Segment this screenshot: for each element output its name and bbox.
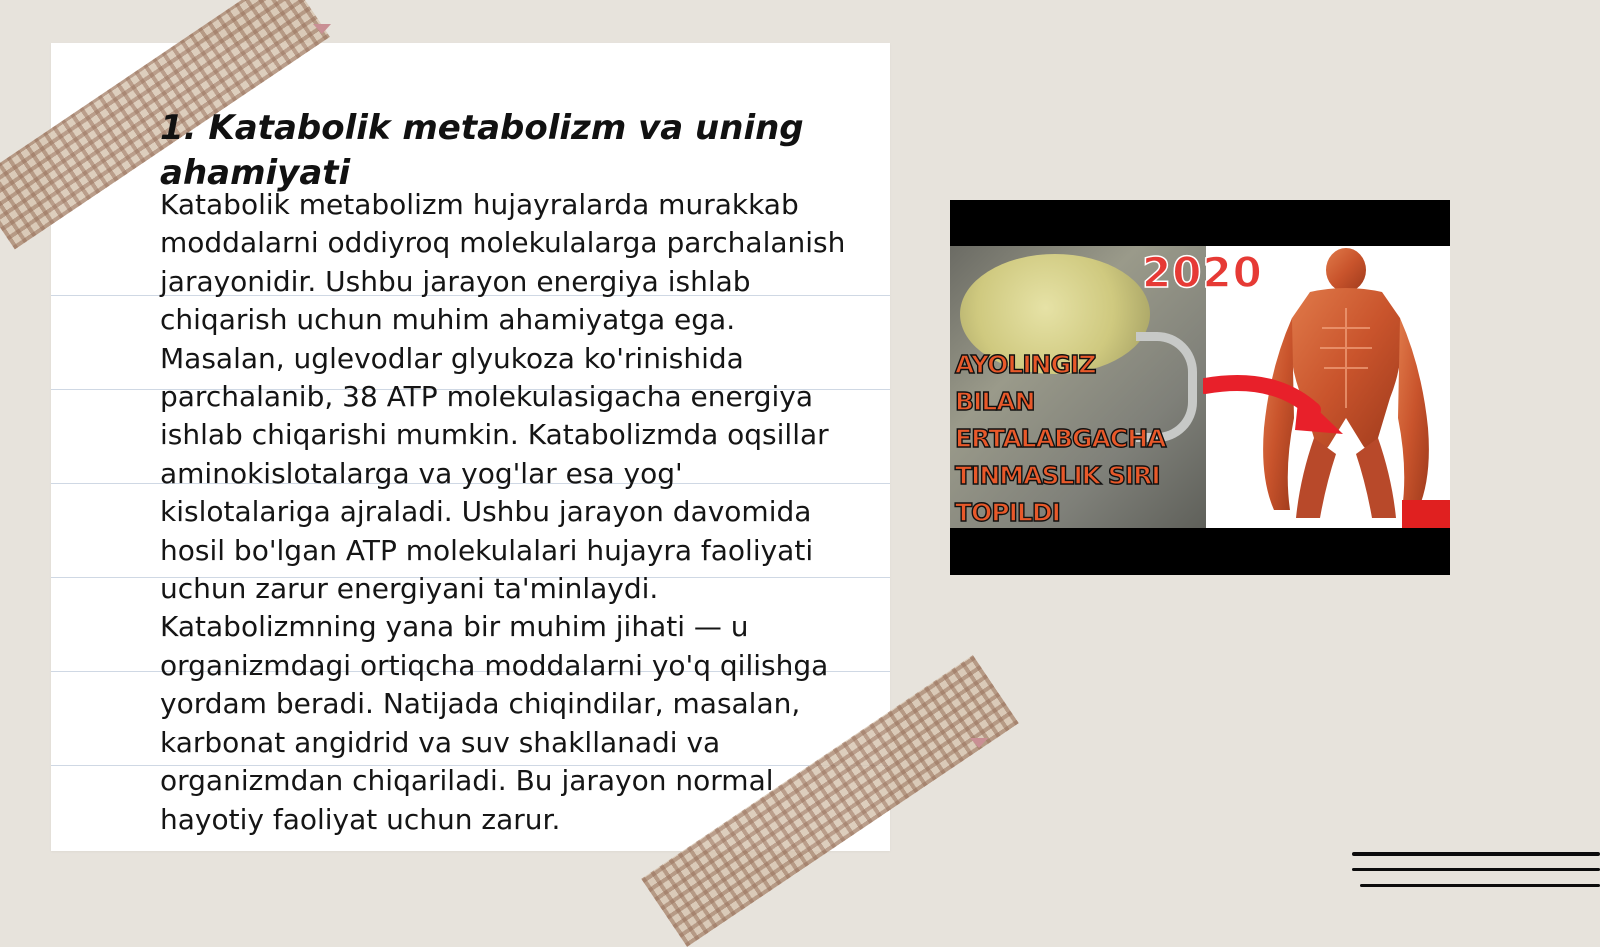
stripe-line — [1360, 884, 1600, 887]
stripe-line — [1352, 868, 1600, 871]
stripe-line — [1352, 852, 1600, 856]
video-thumbnail[interactable] — [950, 200, 1450, 575]
red-arrow-icon — [1203, 364, 1353, 444]
thumbnail-year: 2020 — [1142, 248, 1263, 297]
slide-body-text: Katabolik metabolizm hujayralarda murakkab moddalarni oddiyroq molekulalarga parchalanish jarayonidir. Ushbu jarayon energiya ishlab chiqarish uchun muhim ahamiyatga ega. Masalan, uglevodlar glyukoza ko'rinishida parchalanib, 38 ATP molekulasigacha energiya ishlab chiqarishi mumkin. Katabolizmda oqsillar aminokislotalarga va yog'lar esa yog' kislotalariga ajraladi. Ushbu jarayon davomida hosil bo'lgan ATP molekulalari hujayra faoliyati uchun zarur energiyani ta'minlaydi. Katabolizmning yana bir muhim jihati — u organizmdagi ortiqcha moddalarni yo'q qilishga yordam beradi. Natijada chiqindilar, masalan, karbonat angidrid va suv shakllanadi va organizmdan chiqariladi. Bu jarayon normal hayotiy faoliyat uchun zarur. — [160, 188, 846, 836]
thumbnail-caption — [955, 346, 1215, 528]
thumbnail-frame — [950, 246, 1450, 528]
caption-line: TOPILDI — [955, 498, 1060, 527]
caption-line: BILAN — [955, 387, 1035, 416]
tape-tab-bottom — [970, 738, 988, 748]
slide-title: 1. Katabolik metabolizm va uning ahamiyati — [160, 108, 804, 193]
caption-line: TINMASLIK SIRI — [955, 461, 1160, 490]
caption-line: AYOLINGIZ — [955, 350, 1096, 379]
red-corner-mark — [1402, 500, 1450, 528]
caption-line: ERTALABGACHA — [955, 424, 1166, 453]
tape-tab-top — [313, 24, 331, 34]
